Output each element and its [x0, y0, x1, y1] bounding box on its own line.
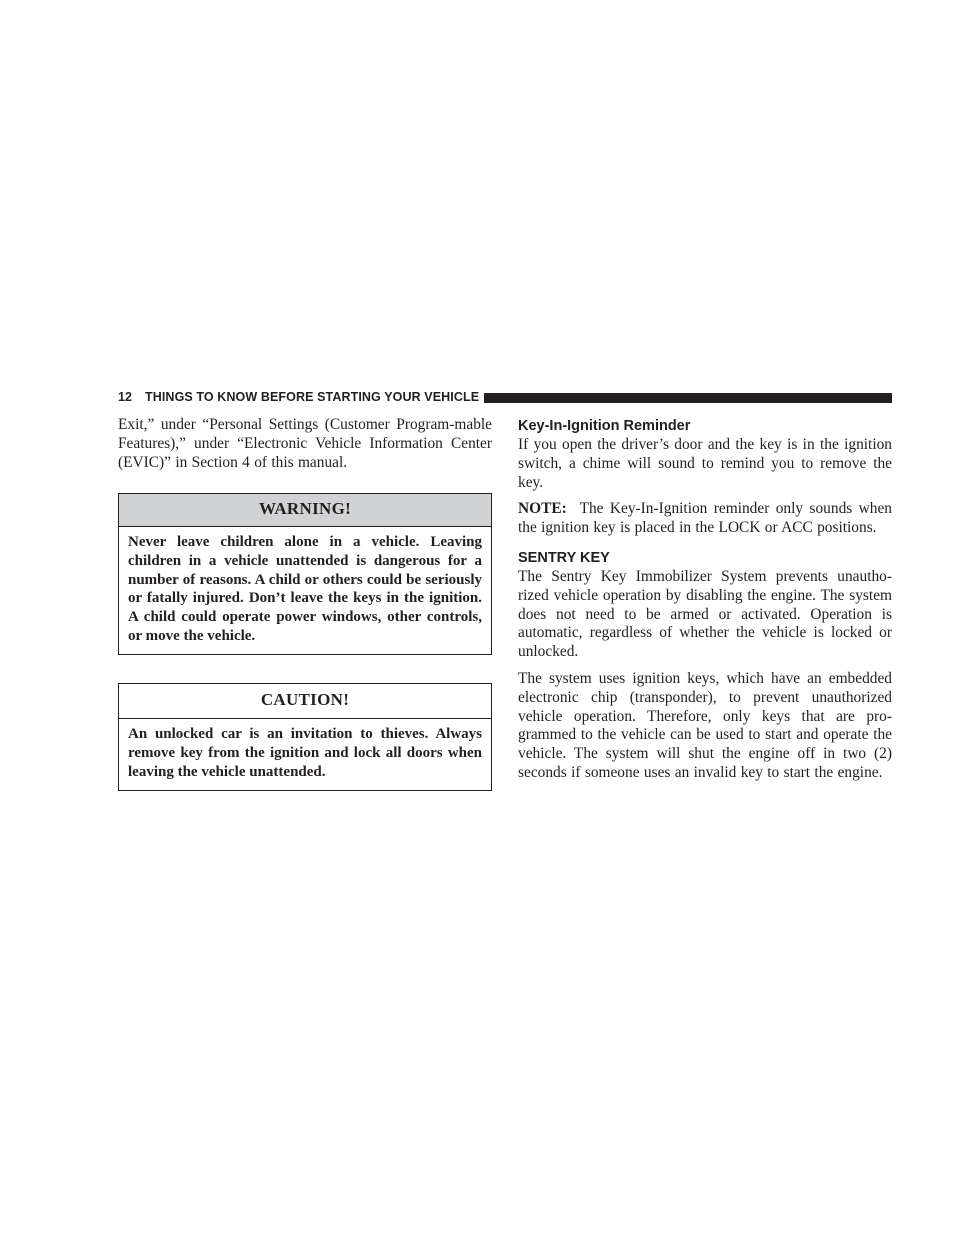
- key-in-ignition-paragraph: If you open the driver’s door and the key is in the ignition switch, a chime will sound to remind you to remove the key.: [518, 436, 892, 491]
- header-rule: [484, 393, 892, 403]
- sentry-key-heading: SENTRY KEY: [518, 549, 610, 566]
- left-column: [118, 416, 492, 472]
- page-header: [118, 388, 892, 408]
- note-label: NOTE:: [518, 500, 567, 518]
- warning-text: Never leave children alone in a vehicle. Leaving children in a vehicle unattended is dangerous for a number of reasons. A child or others could be seriously or fatally injured. Don’t leave the keys in the ignition. A child could operate power windows, other controls, or move the vehicle.: [128, 534, 482, 644]
- note-text: The Key-In-Ignition reminder only sounds when the ignition key is placed in the LOCK or ACC positions.: [518, 500, 893, 537]
- sentry-key-paragraph-2: The system uses ignition keys, which have an embedded electronic chip (transponder), to prevent unauthorized vehicle operation. Therefore, only keys that are pro-grammed to the vehicle can be used to start and operate the vehicle. The system will shut the engine off in two (2) seconds if someone uses an invalid key to start the engine.: [518, 669, 892, 781]
- caution-box: [118, 683, 492, 791]
- warning-title: WARNING!: [119, 494, 491, 527]
- caution-title: CAUTION!: [119, 684, 491, 719]
- page-number: 12: [118, 390, 133, 404]
- caution-text: An unlocked car is an invitation to thieves. Always remove key from the ignition and lock all doors when leaving the vehicle unattended.: [128, 726, 482, 780]
- warning-box: [118, 493, 492, 655]
- key-in-ignition-heading: Key-In-Ignition Reminder: [518, 418, 691, 434]
- section-title: THINGS TO KNOW BEFORE STARTING YOUR VEHICLE: [145, 390, 480, 404]
- right-column: [518, 416, 892, 783]
- note-paragraph: [518, 500, 892, 538]
- intro-paragraph: Exit,” under “Personal Settings (Customer Program-mable Features),” under “Electronic Vehicle Information Center (EVIC)” in Section 4 of this manual.: [118, 416, 492, 471]
- sentry-key-paragraph-1: The Sentry Key Immobilizer System prevents unautho-rized vehicle operation by disabling the engine. The system does not need to be armed or activated. Operation is automatic, regardless of whether the vehicle is locked or unlocked.: [518, 567, 892, 661]
